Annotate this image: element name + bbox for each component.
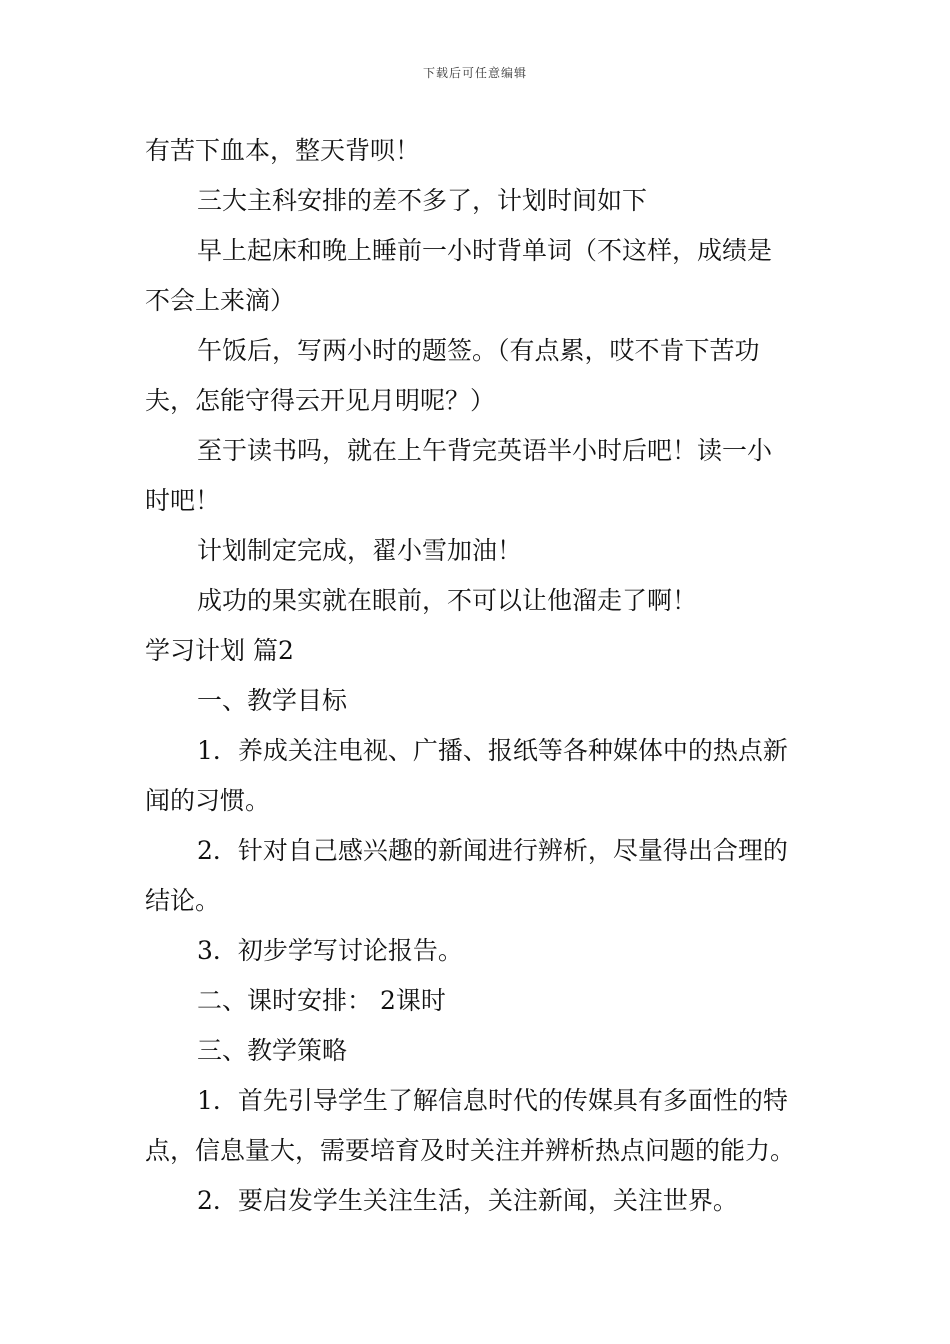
text-line-16: 结论。 — [145, 886, 221, 915]
page-header: 下载后可任意编辑 — [422, 66, 527, 80]
text-line-10: 成功的果实就在眼前，不可以让他溜走了啊！ — [197, 586, 698, 615]
text-line-4: 不会上来滴） — [145, 286, 296, 315]
text-line-6: 夫，怎能守得云开见月明呢？） — [145, 386, 496, 415]
text-line-15: 2．针对自己感兴趣的新闻进行辨析，尽量得出合理的 — [197, 836, 788, 865]
text-line-19: 三、教学策略 — [197, 1036, 348, 1065]
text-line-20: 1．首先引导学生了解信息时代的传媒具有多面性的特 — [197, 1086, 788, 1115]
text-line-3: 早上起床和晚上睡前一小时背单词（不这样，成绩是 — [197, 236, 773, 265]
text-line-1: 有苦下血本，整天背呗！ — [145, 136, 421, 165]
text-line-18: 二、课时安排： 2课时 — [197, 986, 446, 1015]
text-line-12: 一、教学目标 — [197, 686, 348, 715]
text-line-17: 3．初步学写讨论报告。 — [197, 936, 463, 965]
document-body — [145, 126, 810, 1226]
section-heading: 学习计划 篇2 — [145, 636, 294, 665]
text-line-5: 午饭后，写两小时的题签。（有点累，哎不肯下苦功 — [197, 336, 760, 365]
text-line-21: 点，信息量大，需要培育及时关注并辨析热点问题的能力。 — [145, 1136, 796, 1165]
text-line-22: 2．要启发学生关注生活，关注新闻，关注世界。 — [197, 1186, 738, 1215]
text-line-8: 时吧！ — [145, 486, 221, 515]
text-line-14: 闻的习惯。 — [145, 786, 271, 815]
text-line-9: 计划制定完成，翟小雪加油！ — [197, 536, 523, 565]
text-line-2: 三大主科安排的差不多了，计划时间如下 — [197, 186, 648, 215]
text-line-7: 至于读书吗，就在上午背完英语半小时后吧！读一小 — [197, 436, 773, 465]
text-line-13: 1．养成关注电视、广播、报纸等各种媒体中的热点新 — [197, 736, 788, 765]
